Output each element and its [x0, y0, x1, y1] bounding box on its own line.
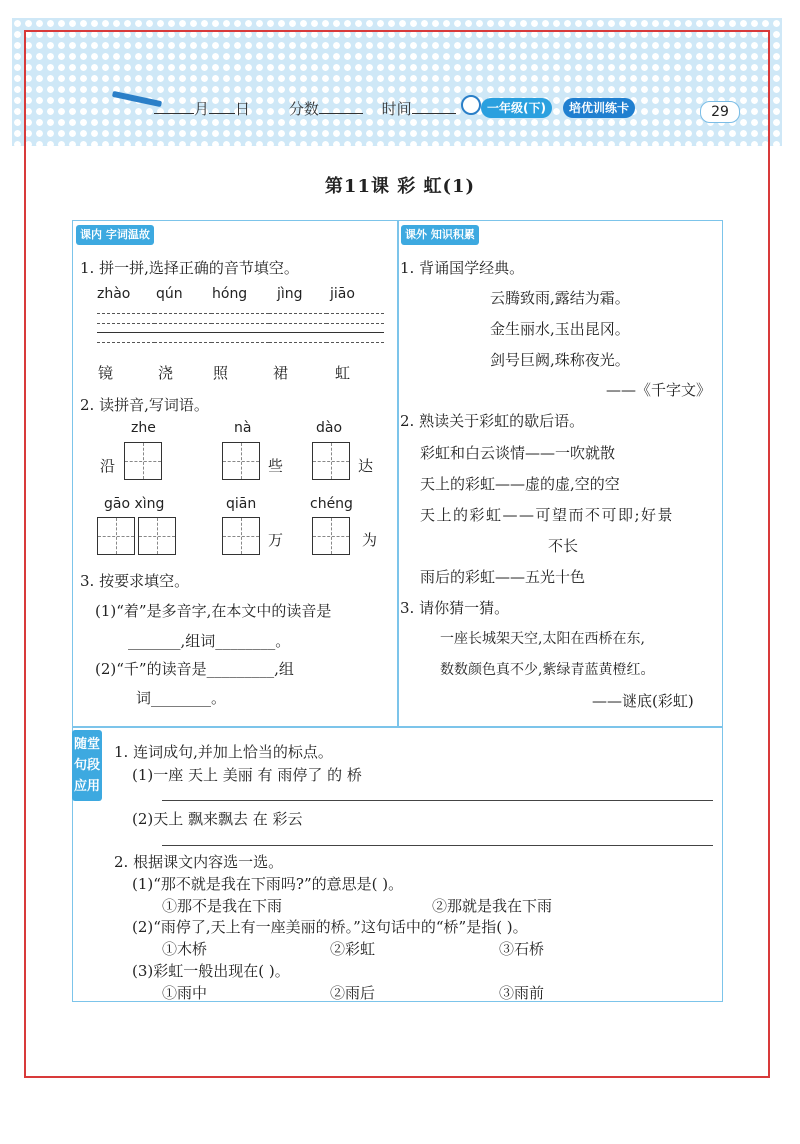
q1-char-4: 裙 [273, 364, 289, 382]
bottom-q2-b: (2)“雨停了,天上有一座美丽的桥。”这句话中的“桥”是指( )。 [132, 918, 528, 936]
q2-char: 万 [268, 531, 284, 549]
right-q1: 1. 背诵国学经典。 [400, 259, 525, 277]
left-q3-b2: 词________。 [136, 689, 227, 707]
left-tag-sub: 字词温故 [105, 228, 150, 241]
grade-badge: 一年级(下) [481, 98, 552, 118]
term-label: (下) [523, 101, 546, 115]
writing-box[interactable] [97, 517, 135, 555]
bottom-q2: 2. 根据课文内容选一选。 [114, 853, 284, 871]
q2-char: 达 [358, 457, 374, 475]
score-label: 分数 [288, 100, 319, 118]
option[interactable]: ③石桥 [499, 940, 545, 958]
writing-box[interactable] [124, 442, 162, 480]
q2-pinyin: zhe [131, 420, 156, 436]
left-q1: 1. 拼一拼,选择正确的音节填空。 [80, 259, 299, 277]
saying: 天上的彩虹——可望而不可即;好景 [420, 506, 675, 524]
q1-pinyin-1: zhào [97, 286, 131, 302]
bottom-q1: 1. 连词成句,并加上恰当的标点。 [114, 743, 333, 761]
bottom-q1-a: (1)一座 天上 美丽 有 雨停了 的 桥 [132, 766, 362, 784]
option[interactable]: ①雨中 [162, 984, 208, 1002]
pinyin-writing-line[interactable] [97, 313, 155, 343]
day-label: 日 [235, 100, 251, 118]
writing-box[interactable] [312, 517, 350, 555]
saying-continued: 不长 [548, 537, 579, 555]
option[interactable]: ②彩虹 [330, 940, 376, 958]
q1-char-3: 照 [213, 364, 229, 382]
right-q2: 2. 熟读关于彩虹的歇后语。 [400, 412, 585, 430]
option[interactable]: ③雨前 [499, 984, 545, 1002]
left-q3-b1: (2)“千”的读音是_________,组 [95, 660, 294, 678]
bottom-q2-a: (1)“那不就是我在下雨吗?”的意思是( )。 [132, 875, 404, 893]
left-section-tag: 课内 字词温故 [76, 225, 154, 245]
q2-pinyin: nà [234, 420, 252, 436]
poem-line: 剑号巨阙,珠称夜光。 [490, 351, 630, 369]
poem-line: 金生丽水,玉出昆冈。 [490, 320, 630, 338]
left-q3-a1: (1)“着”是多音字,在本文中的读音是 [95, 602, 332, 620]
page-number: 29 [700, 101, 740, 123]
date-score-bar [120, 98, 456, 119]
bottom-q1-b: (2)天上 飘来飘去 在 彩云 [132, 810, 303, 828]
q1-char-5: 虹 [335, 364, 351, 382]
writing-box[interactable] [312, 442, 350, 480]
q1-pinyin-5: jiāo [330, 286, 355, 302]
q2-pinyin: qiān [226, 496, 257, 512]
poem-source: ——《千字文》 [606, 381, 712, 399]
option[interactable]: ①那不是我在下雨 [162, 897, 283, 915]
q2-char: 为 [362, 531, 378, 549]
right-q3: 3. 请你猜一猜。 [400, 599, 510, 617]
pinyin-writing-line[interactable] [326, 313, 384, 343]
q1-char-1: 镜 [98, 364, 114, 382]
writing-box[interactable] [222, 517, 260, 555]
saying: 天上的彩虹——虚的虚,空的空 [420, 475, 620, 493]
time-label: 时间 [381, 100, 412, 118]
left-q3-a2: _______,组词________。 [128, 632, 291, 650]
writing-box[interactable] [138, 517, 176, 555]
saying: 雨后的彩虹——五光十色 [420, 568, 586, 586]
right-section-tag: 课外 知识积累 [401, 225, 479, 245]
pinyin-writing-line[interactable] [269, 313, 327, 343]
q1-char-2: 浇 [158, 364, 174, 382]
riddle-answer: ——谜底(彩虹) [592, 692, 694, 710]
q2-pinyin: gāo xìng [104, 496, 165, 512]
left-q3: 3. 按要求填空。 [80, 572, 190, 590]
q2-char: 些 [268, 457, 284, 475]
option[interactable]: ①木桥 [162, 940, 208, 958]
q1-pinyin-4: jìng [277, 286, 303, 302]
q2-char: 沿 [100, 457, 116, 475]
poem-line: 云腾致雨,露结为霜。 [490, 289, 630, 307]
q1-pinyin-2: qún [156, 286, 183, 302]
left-q2: 2. 读拼音,写词语。 [80, 396, 209, 414]
month-label: 月 [194, 100, 210, 118]
q2-pinyin: dào [316, 420, 343, 436]
series-badge: 培优训练卡 [563, 98, 635, 118]
riddle-line: 数数颜色真不少,紫绿青蓝黄橙红。 [440, 662, 655, 678]
option[interactable]: ②雨后 [330, 984, 376, 1002]
writing-box[interactable] [222, 442, 260, 480]
answer-line[interactable] [162, 845, 713, 846]
bottom-q2-c: (3)彩虹一般出现在( )。 [132, 962, 290, 980]
right-tag-sub: 知识积累 [430, 228, 475, 241]
riddle-line: 一座长城架天空,太阳在西桥在东, [440, 631, 645, 647]
bottom-section-tag: 随堂句段应用 [72, 730, 102, 801]
pinyin-writing-line[interactable] [211, 313, 269, 343]
q2-pinyin: chéng [310, 496, 353, 512]
option[interactable]: ②那就是我在下雨 [432, 897, 553, 915]
clock-icon [461, 95, 481, 115]
answer-line[interactable] [162, 800, 713, 801]
lesson-title: 第11课 彩 虹(1) [324, 176, 476, 197]
saying: 彩虹和白云谈情——一吹就散 [420, 444, 616, 462]
q1-pinyin-3: hóng [212, 286, 248, 302]
pinyin-writing-line[interactable] [154, 313, 212, 343]
